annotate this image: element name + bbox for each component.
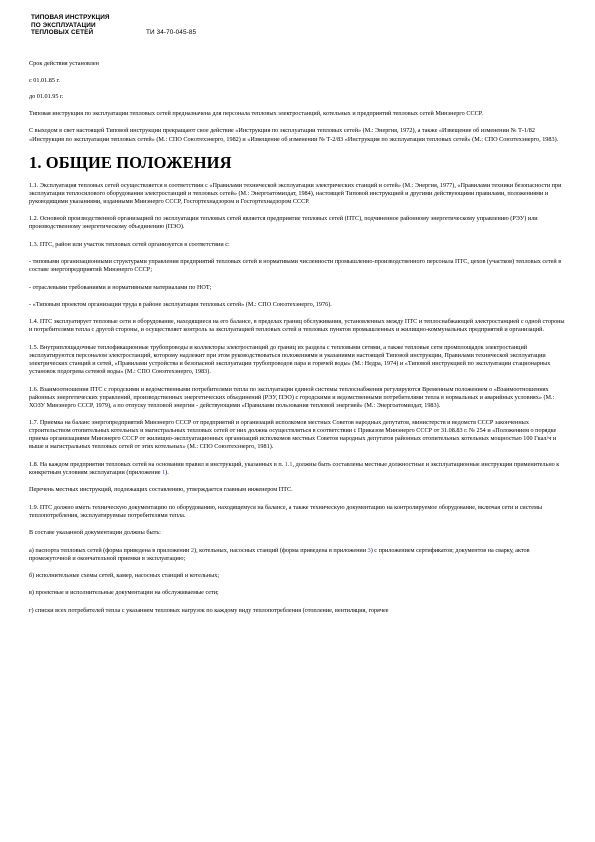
document-code: ТИ 34-70-045-85 [146, 29, 197, 36]
paragraph-1-2: 1.2. Основной производственной организацией по эксплуатации тепловых сетей является предприятие тепловых сетей (ПТС), подчиненное районному энергетическому управлению (РЭУ) или производственному энергетическому объединению (ПЭО). [29, 215, 538, 231]
section-heading: 1. ОБЩИЕ ПОЛОЖЕНИЯ [29, 152, 232, 172]
paragraph-1-5: 1.5. Внутриплощадочные теплофикационные трубопроводы и коллекторы электростанций до границ их раздела с тепловыми сетями, а также тепловые сети промплощадок электростанций эксплуатируются персоналом электростанций, которому надлежит при этом руководствоваться положениями и указаниями настоящей Типовой инструкции, Правилами технической эксплуатации электрических станций и сетей, «Правилами устройства и безопасной эксплуатации трубопроводов пара и горячей воды» (М.: Недра, 1974) и «Типовой инструкцией по эксплуатации стационарных установок подогрева сетевой воды» (М.: СПО Союзтехэнерго, 1983). [29, 343, 551, 376]
paragraph-text: ), котельных, насосных станций (форма приведена в приложении [194, 546, 367, 554]
validity-label: Срок действия установлен [29, 60, 99, 67]
appendix-link-1[interactable]: 1 [162, 468, 166, 476]
list-item-a [29, 547, 569, 563]
list-item-g: г) списки всех потребителей тепла с указанием тепловых нагрузок по каждому виду теплопотребления (отопление, вентиляция, горячее [29, 606, 389, 614]
appendix-link-2[interactable]: 2 [190, 546, 195, 554]
paragraph-text: 1.8. На каждом предприятии тепловых сетей на основании правил и инструкций, указанных в п. [29, 460, 284, 468]
appendix-link-3[interactable]: 3 [367, 546, 371, 554]
paragraph-text: , должны быть составлены местные должностные и эксплуатационные инструкции применительно к конкретным условиям эксплуатации (приложение [29, 460, 560, 476]
document-body [29, 60, 569, 624]
header-title-line-2: ПО ЭКСПЛУАТАЦИИ [31, 21, 96, 29]
list-item-v: в) проектные и исполнительные документации на обслуживаемые сети; [29, 589, 219, 597]
paragraph-1-8 [29, 461, 569, 477]
paragraph-1-7: 1.7. Приемка на баланс энергопредприятий Минэнерго СССР от предприятий и организаций исполкомов местных Советов народных депутатов, министерств и ведомств СССР законченных строительством отопительных котельных и магистральных тепловых сетей от них должна осуществляться в соответствии с Приказом Минэнерго СССР от 31.08.83 г. № 254 и «Положением о порядке приема организациями Минэнерго СССР от жилищно-эксплуатационных организаций исполкомов местных Советов народных депутатов районных отопительных котельных мощностью 100 Гкал/ч и выше и магистральных тепловых сетей от этих котельных» (М.: СПО Союзтехэнерго, 1981). [29, 419, 557, 451]
document-header [31, 14, 331, 37]
header-title-line-1: ТИПОВАЯ ИНСТРУКЦИЯ [31, 14, 110, 21]
paragraph-1-9: 1.9. ПТС должно иметь техническую документацию по оборудованию, находящемуся на балансе, а также техническую документацию на контролируемое оборудование, включая сети и системы теплопотребления, эксплуатируемые потребителями тепла. [29, 503, 543, 519]
list-item-b: б) исполнительные схемы сетей, камер, насосных станций и котельных; [29, 572, 220, 579]
paragraph-1-4: 1.4. ПТС эксплуатирует тепловые сети и оборудование, находящиеся на его балансе, в пределах границ обслуживания, установленных между ПТС и теплоснабжающей электростанцией с одной стороны и потребителями тепла с другой стороны, и осуществляет контроль за эксплуатацией тепловых сетей и тепловых пунктов промышленных и жилищно-коммунальных предприятий и организаций. [29, 318, 565, 334]
paragraph-1-9-list-intro: В составе указанной документации должны быть: [29, 529, 161, 537]
validity-from: с 01.01.85 г. [29, 76, 60, 84]
paragraph-text: а) паспорта тепловых сетей (форма приведена в приложении [29, 546, 190, 554]
bullet-item: - «Типовым проектом организации труда в районе эксплуатации тепловых сетей» (М.: СПО Союзтехэнерго, 1976). [29, 300, 332, 308]
bullet-item: - типовыми организационными структурами управления предприятий тепловых сетей и нормативами численности промышленно-производственного персонала ПТС, цехов (участков) тепловых сетей в составе энергопредприятий Минэнерго СССР; [29, 258, 562, 274]
paragraph-1-8-note: Перечень местных инструкций, подлежащих составлению, утверждается главным инженером ПТС. [29, 486, 293, 494]
paragraph-1-6: 1.6. Взаимоотношения ПТС с городскими и ведомственными потребителями тепла по эксплуатации единой системы теплоснабжения регулируются Временным положением о «Взаимоотношениях районных энергетических управлений, производственных энергетических объединений (РЭУ, ПЭО) с городскими и ведомственными потребителями тепла в нормальных и аварийных условиях» (М.: ХОЗУ Минэнерго СССР, 1979), а по отпуску тепловой энергии - действующими «Правилами пользования тепловой энергией» (М.: Энергоатомиздат, 1983). [29, 385, 555, 409]
paragraph-1-3: 1.3. ПТС, район или участок тепловых сетей организуется в соответствии с: [29, 240, 230, 248]
intro-paragraph: Типовая инструкция по эксплуатации тепловых сетей предназначена для персонала тепловых электростанций, котельных и предприятий тепловых сетей Минэнерго СССР. [29, 110, 483, 118]
validity-to: до 01.01.95 г. [29, 93, 64, 101]
paragraph-text: ) с приложением сертификатов; документов на сварку, актов промежуточной и окончательной приемки в эксплуатацию; [29, 546, 530, 562]
paragraph-text: ). [165, 468, 169, 476]
header-title-line-3: ТЕПЛОВЫХ СЕТЕЙ [31, 29, 94, 37]
bullet-item: - отраслевыми требованиями и нормативными материалами по НОТ; [29, 283, 212, 291]
reference-link-1-1[interactable]: 1.1 [284, 460, 293, 468]
supersedes-paragraph: С выходом в свет настоящей Типовой инструкции прекращают свое действие «Инструкция по эксплуатации тепловых сетей» (М.: Энергия, 1972), а также «Извещение об изменении № Т-1/82 «Инструкция по эксплуатации тепловых сетей» (М.: СПО Союзтехэнерго, 1982) и «Извещение об изменении № Т-2/83 «Инструкция по эксплуатации тепловых сетей» (М.: СПО Союзтехэнерго, 1983). [29, 127, 559, 143]
paragraph-1-1: 1.1. Эксплуатация тепловых сетей осуществляется в соответствии с «Правилами технической эксплуатации электрических станций и сетей» (М.: Энергия, 1977), «Правилами техники безопасности при эксплуатации теплосилового оборудования электростанций и тепловых сетей» (М.: Энергоатомиздат, 1984), настоящей Типовой инструкцией и другими действующими правилами, положениями и руководящими указаниями, изданными Минэнерго СССР, Госгортехнадзором и Госгортехнадзором СССР. [29, 181, 562, 205]
